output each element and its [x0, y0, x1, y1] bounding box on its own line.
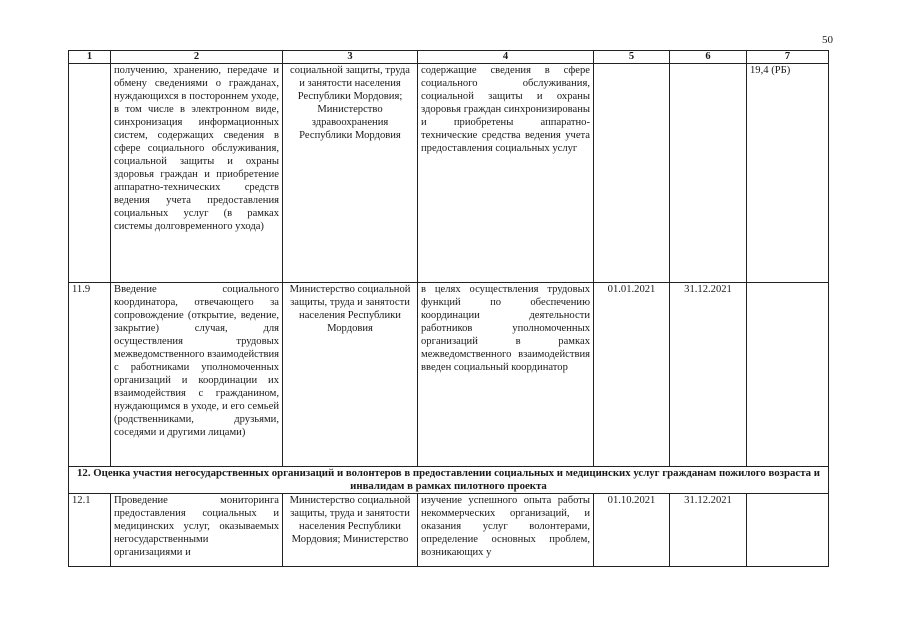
table-row — [69, 494, 829, 567]
row-result: в целях осуществления трудовых функций по обеспечению координации деятельности работников уполномоченных организаций в рамках межведомственного взаимодействия введен социальный координатор — [418, 283, 594, 467]
row-description: получению, хранению, передаче и обмену сведениями о гражданах, нуждающихся в постороннем уходе, в том числе в электронном виде, синхронизация информационных систем, содержащих сведения в сфере социального обслуживания, социальной защиты и охраны здоровья граждан и приобретение аппаратно-технических средств ведения учета предоставления социальных услуг (в рамках системы долговременного ухода) — [111, 64, 283, 283]
row-finance: 19,4 (РБ) — [747, 64, 829, 283]
row-finance — [747, 283, 829, 467]
section-heading: 12. Оценка участия негосударственных организаций и волонтеров в предоставлении социальных и медицинских услуг гражданам пожилого возраста и инвалидам в рамках пилотного проекта — [69, 467, 829, 494]
row-executor: Министерство социальной защиты, труда и занятости населения Республики Мордовия; Министерство — [283, 494, 418, 567]
header-col-3: 3 — [283, 51, 418, 64]
row-executor: Министерство социальной защиты, труда и занятости населения Республики Мордовия — [283, 283, 418, 467]
row-description: Проведение мониторинга предоставления социальных и медицинских услуг, оказываемых негосударственными организациями и — [111, 494, 283, 567]
section-row — [69, 467, 829, 494]
row-result: изучение успешного опыта работы некоммерческих организаций, и оказания услуг волонтерами, определение основных проблем, возникающих у — [418, 494, 594, 567]
row-end-date: 31.12.2021 — [670, 283, 747, 467]
header-col-6: 6 — [670, 51, 747, 64]
row-start-date: 01.01.2021 — [594, 283, 670, 467]
row-end-date: 31.12.2021 — [670, 494, 747, 567]
row-description: Введение социального координатора, отвечающего за сопровождение (открытие, ведение, закрытие) случая, для осуществления трудовых межведомственного взаимодействия с работниками уполномоченных организаций и координации их взаимодействия с гражданином, нуждающимся в уходе, и его семьей (родственниками, друзьями, соседями и другими лицами) — [111, 283, 283, 467]
page-number: 50 — [822, 34, 833, 46]
table-row — [69, 64, 829, 283]
header-col-1: 1 — [69, 51, 111, 64]
row-executor: социальной защиты, труда и занятости населения Республики Мордовия; Министерство здравоохранения Республики Мордовия — [283, 64, 418, 283]
row-number: 11.9 — [69, 283, 111, 467]
program-table — [68, 50, 829, 567]
row-number — [69, 64, 111, 283]
row-finance — [747, 494, 829, 567]
row-result: содержащие сведения в сфере социального обслуживания, социальной защиты и охраны здоровья граждан синхронизированы и приобретены аппаратно-технические средства ведения учета предоставления социальных услуг — [418, 64, 594, 283]
table-row — [69, 283, 829, 467]
header-col-5: 5 — [594, 51, 670, 64]
row-start-date — [594, 64, 670, 283]
header-col-7: 7 — [747, 51, 829, 64]
header-row — [69, 51, 829, 64]
header-col-4: 4 — [418, 51, 594, 64]
header-col-2: 2 — [111, 51, 283, 64]
row-number: 12.1 — [69, 494, 111, 567]
row-end-date — [670, 64, 747, 283]
row-start-date: 01.10.2021 — [594, 494, 670, 567]
